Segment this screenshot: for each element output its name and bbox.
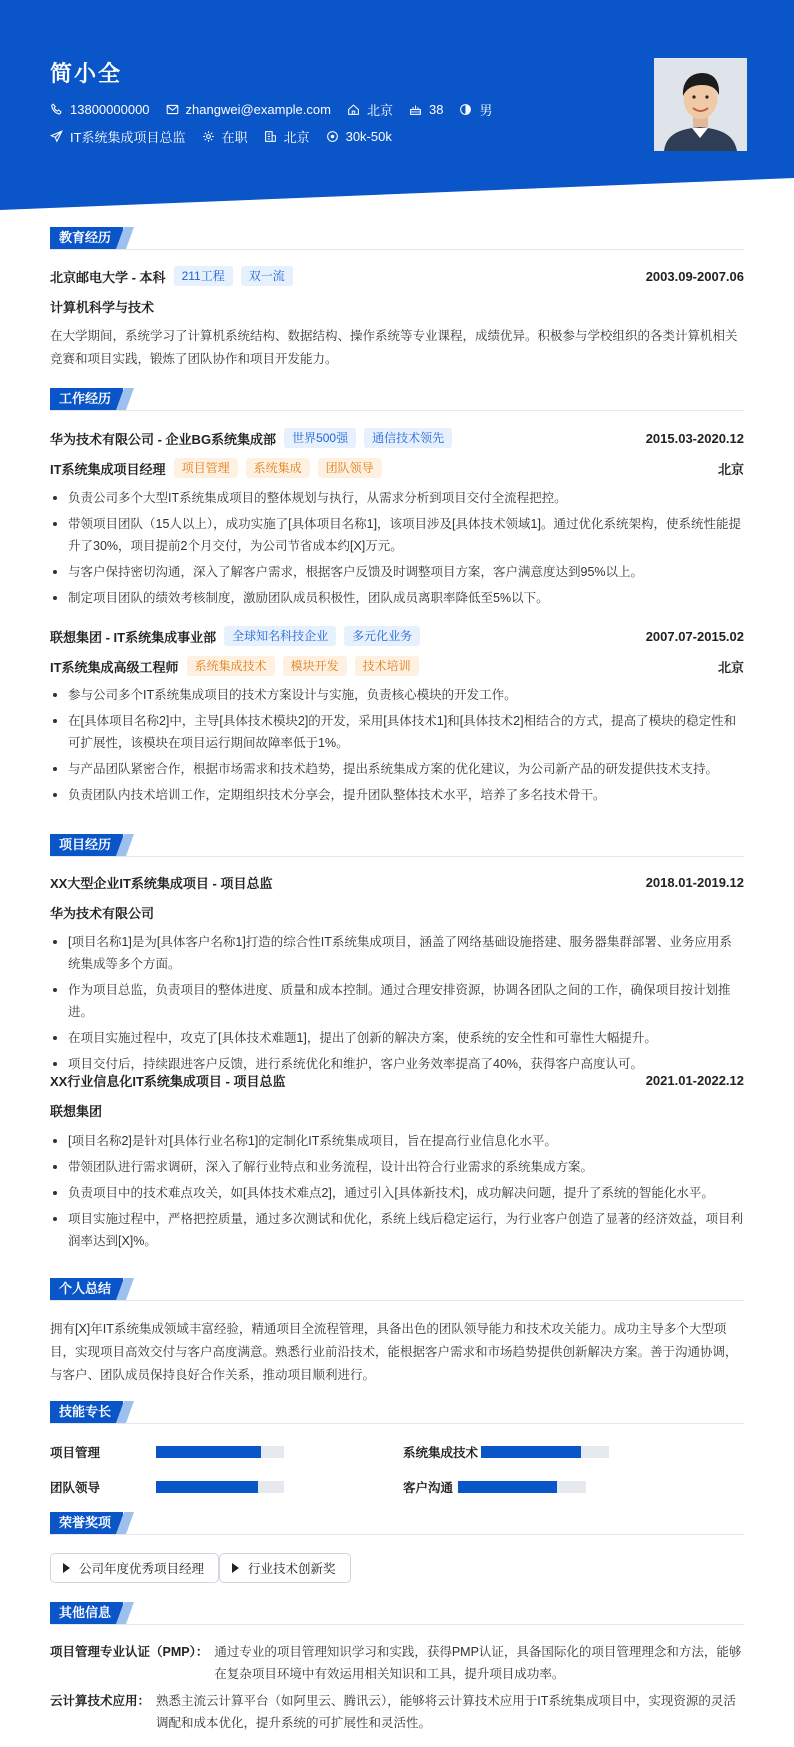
cake-icon [409,103,422,116]
section-honors-title [50,1512,130,1534]
project-bullets [50,931,744,1079]
status-item [202,127,248,146]
gear-icon [202,130,215,143]
skill-bar [481,1446,609,1458]
project-header [50,1071,744,1090]
other-info-item [50,1641,744,1685]
target-position-item [50,127,186,146]
status-text: 在职 [221,130,248,145]
skill-bar [156,1481,284,1493]
work-company: 联想集团 - IT系统集成事业部 [50,629,217,645]
education-tag: 211工程 [174,266,233,286]
salary-item [326,129,392,144]
hometown-item [347,100,393,119]
candidate-name: 简小全 [50,61,123,86]
other-info-key: 云计算技术应用： [50,1694,151,1708]
list-item: 项目实施过程中，严格把控质量，通过多次测试和优化，系统上线后稳定运行，为行业客户创造了显著的经济效益，项目利润率达到[X]%。 [50,1208,744,1252]
project-company: 华为技术有限公司 [50,906,155,921]
section-divider [50,856,744,857]
work-role-row [50,656,744,676]
list-item: [项目名称1]是为[具体客户名称1]打造的综合性IT系统集成项目，涵盖了网络基础设施搭建、服务器集群部署、业务应用系统集成等多个方面。 [50,931,744,975]
section-divider [50,1534,744,1535]
work-header [50,626,744,646]
avatar-portrait [654,58,747,151]
work-bullets [50,487,744,613]
list-item: 负责公司多个大型IT系统集成项目的整体规划与执行，从需求分析到项目交付全流程把控。 [50,487,744,509]
skill-bar-fill [156,1481,258,1493]
work-period: 2015.03-2020.12 [645,430,744,446]
phone-icon [50,103,63,116]
skill-item [403,1443,609,1461]
other-info-key: 项目管理专业认证（PMP）： [50,1645,209,1659]
list-item: 带领项目团队（15人以上），成功实施了[具体项目名称1]，该项目涉及[具体技术领域1]。通过优化系统架构，使系统性能提升了30%，项目提前2个月交付，为公司节省成本约[X]万元。 [50,513,744,557]
city-item [264,127,310,146]
list-item: 在项目实施过程中，攻克了[具体技术难题1]，提出了创新的解决方案，使系统的安全性和可靠性大幅提升。 [50,1027,744,1049]
other-info-value: 通过专业的项目管理知识学习和实践，获得PMP认证，具备国际化的项目管理理念和方法，能够在复杂项目环境中有效运用相关知识和工具，提升项目成功率。 [214,1645,742,1681]
section-skills-label: 技能专长 [50,1401,123,1423]
gender-text: 男 [479,103,493,118]
skill-name: 团队领导 [50,1481,101,1495]
honor-label: 行业技术创新奖 [248,1562,336,1576]
section-projects-label: 项目经历 [50,834,123,856]
project-header [50,873,744,892]
project-company-row [50,903,744,922]
skill-name: 项目管理 [50,1446,101,1460]
project-period: 2018.01-2019.12 [645,875,744,890]
summary-text: 拥有[X]年IT系统集成领域丰富经验，精通项目全流程管理，具备出色的团队领导能力和技术攻关能力。成功主导多个大型项目，实现项目高效交付与客户高度满意。熟悉行业前沿技术，能根据客户需求和市场趋势提供创新解决方案。善于沟通协调，与客户、团队成员保持良好合作关系，推动项目顺利进行。 [50,1322,738,1382]
work-tag: 多元化业务 [344,626,420,646]
work-tag: 全球知名科技企业 [224,626,336,646]
work-bullets [50,684,744,810]
section-work-title [50,388,130,410]
phone-item [50,102,150,117]
project-period: 2021.01-2022.12 [645,1073,744,1088]
list-item: 作为项目总监，负责项目的整体进度、质量和成本控制。通过合理安排资源，协调各团队之间的工作，确保项目按计划推进。 [50,979,744,1023]
work-period: 2007.07-2015.02 [645,628,744,644]
project-company: 联想集团 [50,1104,103,1119]
building-icon [264,130,277,143]
skill-bar-fill [458,1481,557,1493]
skill-bar-fill [481,1446,581,1458]
section-divider [50,410,744,411]
work-skill-tag: 模块开发 [283,656,347,676]
list-item: 项目交付后，持续跟进客户反馈，进行系统优化和维护，客户业务效率提高了40%，获得客户高度认可。 [50,1053,744,1075]
send-icon [50,130,63,143]
intent-row [50,127,408,146]
education-major-row [50,297,744,316]
section-summary-label: 个人总结 [50,1278,123,1300]
list-item: 制定项目团队的绩效考核制度，激励团队成员积极性，团队成员离职率降低至5%以下。 [50,587,744,609]
email-item [166,102,331,117]
education-major: 计算机科学与技术 [50,300,155,315]
list-item: 负责团队内技术培训工作，定期组织技术分享会，提升团队整体技术水平，培养了多名技术骨干。 [50,784,744,806]
list-item: 与客户保持密切沟通，深入了解客户需求，根据客户反馈及时调整项目方案，客户满意度达到95%以上。 [50,561,744,583]
list-item: 带领团队进行需求调研，深入了解行业特点和业务流程，设计出符合行业需求的系统集成方案。 [50,1156,744,1178]
skill-item [50,1478,284,1496]
section-projects-title [50,834,130,856]
gender-icon [459,103,472,116]
home-icon [347,103,360,116]
work-tag: 通信技术领先 [364,428,452,448]
work-title: IT系统集成高级工程师 [50,659,179,675]
project-company-row [50,1101,744,1120]
phone-text: 13800000000 [70,102,150,117]
education-school: 北京邮电大学 - 本科 [50,269,166,285]
education-header [50,266,744,286]
salary-text: 30k-50k [345,129,392,144]
skill-name: 客户沟通 [403,1481,454,1495]
skill-name: 系统集成技术 [403,1446,479,1460]
email-text: zhangwei@example.com [185,102,331,117]
work-skill-tag: 技术培训 [355,656,419,676]
list-item: 负责项目中的技术难点攻关，如[具体技术难点2]，通过引入[具体新技术]，成功解决问题，提升了系统的智能化水平。 [50,1182,744,1204]
age-text: 38 [428,102,444,117]
other-info-item [50,1690,744,1734]
coin-icon [326,130,339,143]
section-divider [50,1423,744,1424]
section-skills-title [50,1401,130,1423]
avatar [654,58,747,151]
honor-badge [50,1553,219,1583]
work-location: 北京 [717,659,744,675]
work-skill-tag: 项目管理 [174,458,238,478]
section-divider [50,249,744,250]
list-item: 参与公司多个IT系统集成项目的技术方案设计与实施，负责核心模块的开发工作。 [50,684,744,706]
city-text: 北京 [283,130,310,145]
education-description: 在大学期间，系统学习了计算机系统结构、数据结构、操作系统等专业课程，成绩优异。积极参与学校组织的各类计算机相关竞赛和项目实践，锻炼了团队协作和项目开发能力。 [50,329,738,366]
education-period: 2003.09-2007.06 [645,268,744,284]
skill-bar-fill [156,1446,261,1458]
list-item: 在[具体项目名称2]中，主导[具体技术模块2]的开发，采用[具体技术1]和[具体技术2]相结合的方式，提高了模块的稳定性和可扩展性，该模块在项目运行期间故障率低于1%。 [50,710,744,754]
work-skill-tag: 团队领导 [318,458,382,478]
mail-icon [166,103,179,116]
skill-bar [156,1446,284,1458]
skill-bar [458,1481,586,1493]
skill-item [50,1443,284,1461]
list-item: 与产品团队紧密合作，根据市场需求和技术趋势，提出系统集成方案的优化建议，为公司新产品的研发提供技术支持。 [50,758,744,780]
project-name: XX行业信息化IT系统集成项目 - 项目总监 [50,1074,286,1089]
work-location: 北京 [717,461,744,477]
gender-item [459,100,492,119]
work-role-row [50,458,744,478]
project-name: XX大型企业IT系统集成项目 - 项目总监 [50,876,273,891]
work-skill-tag: 系统集成 [246,458,310,478]
section-summary-title [50,1278,130,1300]
section-education-label: 教育经历 [50,227,123,249]
work-skill-tag: 系统集成技术 [187,656,275,676]
work-company: 华为技术有限公司 - 企业BG系统集成部 [50,431,277,447]
other-info-value: 熟悉主流云计算平台（如阿里云、腾讯云），能够将云计算技术应用于IT系统集成项目中，实现资源的灵活调配和成本优化，提升系统的可扩展性和灵活性。 [156,1694,736,1730]
section-work-label: 工作经历 [50,388,123,410]
honor-badge [219,1553,351,1583]
age-item [409,102,443,117]
contact-row [50,100,508,119]
work-title: IT系统集成项目经理 [50,461,166,477]
honor-label: 公司年度优秀项目经理 [79,1562,205,1576]
education-tag: 双一流 [241,266,293,286]
section-other-title [50,1602,130,1624]
work-tag: 世界500强 [284,428,356,448]
section-divider [50,1624,744,1625]
play-icon [63,1563,70,1573]
section-divider [50,1300,744,1301]
resume-header [0,0,794,210]
section-education-title [50,227,130,249]
target-position-text: IT系统集成项目总监 [70,130,186,145]
play-icon [232,1563,239,1573]
project-bullets [50,1130,744,1256]
skill-item [403,1478,586,1496]
list-item: [项目名称2]是针对[具体行业名称1]的定制化IT系统集成项目，旨在提高行业信息化水平。 [50,1130,744,1152]
section-other-label: 其他信息 [50,1602,123,1624]
section-honors-label: 荣誉奖项 [50,1512,123,1534]
hometown-text: 北京 [366,103,393,118]
work-header [50,428,744,448]
